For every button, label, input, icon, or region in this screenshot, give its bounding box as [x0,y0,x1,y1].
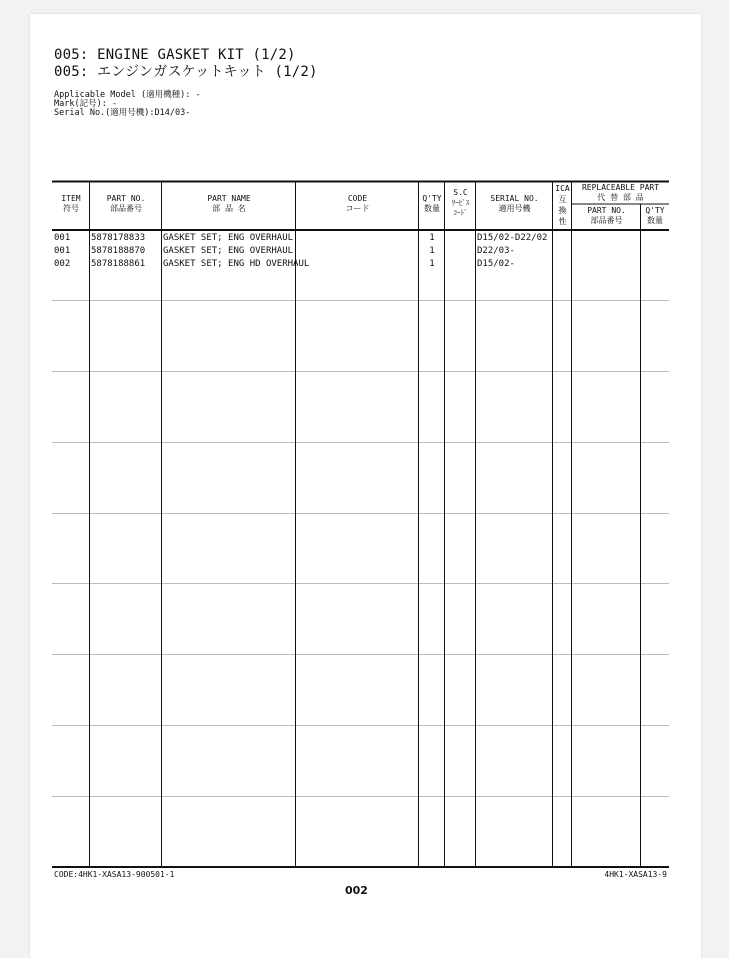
row-qty: 1 [429,233,435,243]
row-part-name: GASKET SET; ENG HD OVERHAUL [163,259,310,269]
row-item: 002 [54,259,71,269]
row-item: 001 [54,246,71,256]
header-serial-no: SERIAL NO. 適用号機 [490,194,539,213]
mark: Mark(記号): - [54,99,118,109]
row-part-name: GASKET SET; ENG OVERHAUL [163,246,294,256]
document-page [30,14,701,958]
serial-number: Serial No.(適用号機):D14/03- [54,108,191,118]
header-service-code: S.C ｻｰﾋﾞｽ ｺｰﾄﾞ [451,188,470,217]
header-part-name: PART NAME 部 品 名 [207,194,251,213]
applicable-model: Applicable Model (適用機種): - [54,90,201,100]
row-part-no: 5878178833 [91,233,146,243]
row-serial: D15/02-D22/02 [477,233,548,243]
row-part-no: 5878188870 [91,246,146,256]
row-part-name: GASKET SET; ENG OVERHAUL [163,233,294,243]
footer-code: CODE:4HK1-XASA13-900501-1 [54,870,175,879]
header-code: CODE コード [345,194,370,213]
page-number: 002 [345,884,368,897]
row-serial: D15/02- [477,259,515,269]
row-item: 001 [54,233,71,243]
page-title-en: 005: ENGINE GASKET KIT (1/2) [54,47,296,63]
footer-ref: 4HK1-XASA13-9 [604,870,667,879]
row-serial: D22/03- [477,246,515,256]
header-replaceable-part-no: PART NO. 部品番号 [587,206,626,225]
table-grid [30,14,701,958]
page-title-jp: 005: エンジンガスケットキット (1/2) [54,64,318,80]
header-replaceable-part: REPLACEABLE PART 代 替 部 品 [581,183,660,202]
header-ica: ICA 互 換 性 [555,184,570,226]
header-qty: Q'TY 数量 [422,194,442,213]
header-part-no: PART NO. 部品番号 [106,194,146,213]
header-replaceable-qty: Q'TY 数量 [645,206,665,225]
row-qty: 1 [429,246,435,256]
header-item: ITEM 符号 [61,194,81,213]
row-qty: 1 [429,259,435,269]
row-part-no: 5878188861 [91,259,146,269]
